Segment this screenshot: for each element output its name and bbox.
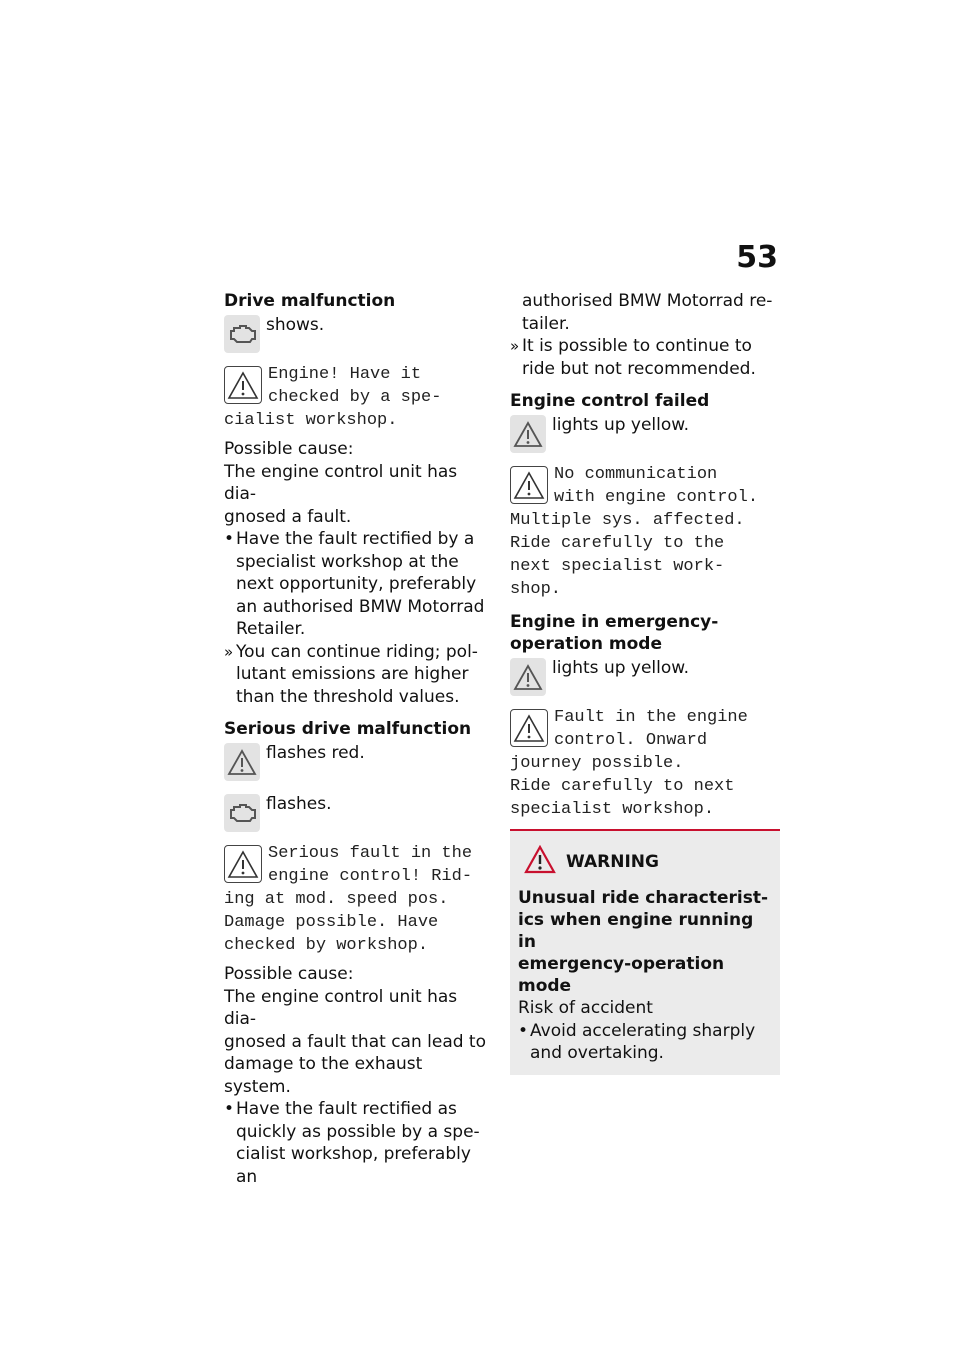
display-message-line: journey possible.	[510, 754, 684, 773]
general-warning-icon	[510, 415, 546, 453]
display-message-line: Multiple sys. affected.	[510, 511, 745, 530]
indicator-text: shows.	[266, 315, 325, 335]
action-list	[224, 528, 492, 708]
warning-indicator-row	[224, 740, 492, 781]
page-number: 53	[736, 240, 778, 275]
action-item: • Have the fault rectified as quickly as possible by a spe- cialist workshop, preferably an	[224, 1098, 492, 1188]
display-message-line: engine control! Rid-	[268, 867, 473, 886]
display-message-line: Engine! Have it	[268, 365, 422, 384]
display-message-line: shop.	[510, 580, 562, 599]
display-message-line: checked by a spe-	[268, 388, 442, 407]
result-list	[510, 335, 780, 380]
display-message-line: next specialist work-	[510, 557, 725, 576]
action-list	[224, 1098, 492, 1188]
indicator-text: flashes red.	[266, 743, 365, 763]
warning-indicator-row	[510, 412, 780, 453]
engine-check-icon	[224, 315, 260, 353]
display-message-line: control. Onward	[554, 731, 708, 750]
display-message-line: Ride carefully to the	[510, 534, 725, 553]
display-message-line: cialist workshop.	[224, 411, 398, 430]
display-message-line: No communication	[554, 465, 718, 484]
display-message-line: Fault in the engine	[554, 708, 748, 727]
display-message-line: Serious fault in the	[268, 844, 473, 863]
warning-box	[510, 829, 780, 1075]
section-heading-serious-drive-malfunction: Serious drive malfunction	[224, 719, 472, 739]
possible-cause-label: Possible cause:	[224, 964, 354, 984]
display-message-row	[510, 706, 780, 752]
section-heading-emergency-mode: Engine in emergency- operation mode	[510, 612, 719, 654]
display-message-row	[510, 463, 780, 509]
display-message-line: specialist workshop.	[510, 800, 715, 819]
display-message-row	[224, 363, 492, 409]
display-message-row	[224, 842, 492, 888]
warning-triangle-icon	[510, 466, 548, 504]
warning-triangle-icon	[510, 709, 548, 747]
warning-risk: Risk of accident	[518, 998, 653, 1018]
indicator-text: flashes.	[266, 794, 332, 814]
general-warning-icon	[224, 743, 260, 781]
engine-check-icon	[224, 794, 260, 832]
result-item: » It is possible to continue to ride but not recommended.	[510, 335, 780, 380]
cause-text: The engine control unit has dia-	[224, 986, 458, 1029]
action-item: • Have the fault rectified by a specialist workshop at the next opportunity, preferably an authorised BMW Motorrad Retailer.	[224, 528, 492, 641]
indicator-text: lights up yellow.	[552, 658, 690, 678]
display-message-line: with engine control.	[554, 488, 759, 507]
warning-triangle-icon	[224, 845, 262, 883]
display-message-line: ing at mod. speed pos.	[224, 890, 449, 909]
possible-cause-label: Possible cause:	[224, 439, 354, 459]
display-message-line: Ride carefully to next	[510, 777, 735, 796]
right-column	[510, 290, 780, 1075]
warning-triangle-red-icon	[524, 845, 556, 879]
left-column	[224, 290, 492, 1188]
engine-indicator-row	[224, 312, 492, 353]
section-heading-engine-control-failed: Engine control failed	[510, 391, 710, 411]
continuation-text: authorised BMW Motorrad re- tailer.	[522, 291, 773, 334]
warning-triangle-icon	[224, 366, 262, 404]
cause-text: gnosed a fault.	[224, 506, 352, 527]
engine-indicator-row	[224, 791, 492, 832]
result-item: » You can continue riding; pol- lutant emissions are higher than the threshold values.	[224, 641, 492, 709]
warning-indicator-row	[510, 655, 780, 696]
warning-action-item: • Avoid accelerating sharply and overtaking.	[518, 1020, 772, 1065]
section-heading-drive-malfunction: Drive malfunction	[224, 291, 396, 311]
warning-title	[518, 845, 772, 879]
cause-text: gnosed a fault that can lead to	[224, 1031, 486, 1052]
cause-text: damage to the exhaust system.	[224, 1054, 423, 1097]
warning-heading: Unusual ride characterist- ics when engine running in emergency-operation mode	[518, 888, 769, 996]
display-message-line: checked by workshop.	[224, 936, 429, 955]
warning-action-list	[518, 1020, 772, 1065]
general-warning-icon	[510, 658, 546, 696]
indicator-text: lights up yellow.	[552, 415, 690, 435]
display-message-line: Damage possible. Have	[224, 913, 439, 932]
warning-label: WARNING	[566, 852, 659, 872]
cause-text: The engine control unit has dia-	[224, 461, 458, 504]
